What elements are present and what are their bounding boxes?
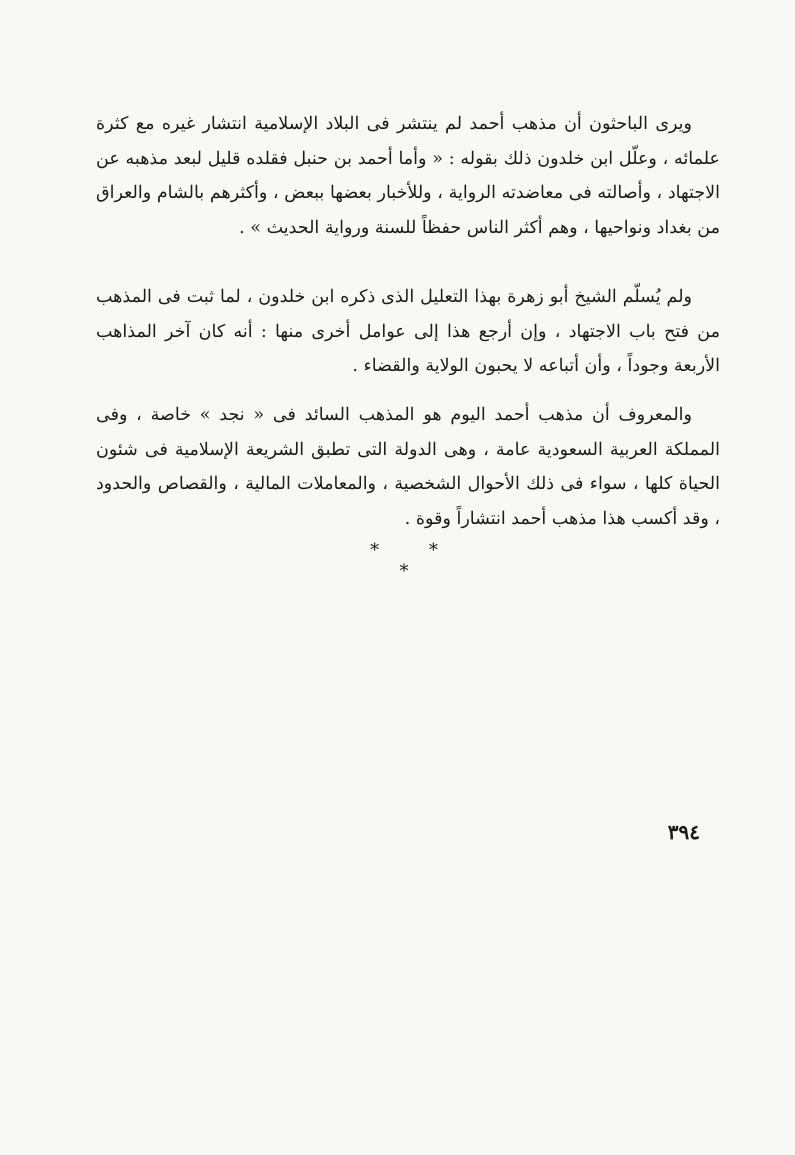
paragraph-1-text: ويرى الباحثون أن مذهب أحمد لم ينتشر فى البلاد الإسلامية انتشار غيره مع كثرة علمائه ، وعلّل ابن خلدون ذلك بقوله : « وأما أحمد بن حنبل فقلده قليل لبعد مذهبه عن الاجتهاد ، وأصالته فى معاضدته الرواية ، وللأخبار بعضها ببعض ، وأكثرهم بالشام والعراق من بغداد ونواحيها ، وهم أكثر الناس حفظاً للسنة ورواية الحديث » . xyxy=(96,114,720,238)
paragraph-3-text: والمعروف أن مذهب أحمد اليوم هو المذهب السائد فى « نجد » خاصة ، وفى المملكة العربية السعودية عامة ، وهى الدولة التى تطبق الشريعة الإسلامية فى شئون الحياة كلها ، سواء فى ذلك الأحوال الشخصية ، والمعاملات المالية ، والقصاص والحدود ، وقد أكسب هذا مذهب أحمد انتشاراً وقوة . xyxy=(96,405,720,529)
paragraph-1 xyxy=(96,107,720,245)
paragraph-2-text: ولم يُسلّم الشيخ أبو زهرة بهذا التعليل الذى ذكره ابن خلدون ، لما ثبت فى المذهب من فتح باب الاجتهاد ، وإن أرجع هذا إلى عوامل أخرى منها : أنه كان آخر المذاهب الأربعة وجوداً ، وأن أتباعه لا يحبون الولاية والقضاء . xyxy=(96,287,720,376)
paragraph-3 xyxy=(96,398,720,536)
section-separator: * * * xyxy=(370,540,460,582)
paragraph-2 xyxy=(96,280,720,384)
page-number: ٣٩٤ xyxy=(667,820,700,844)
